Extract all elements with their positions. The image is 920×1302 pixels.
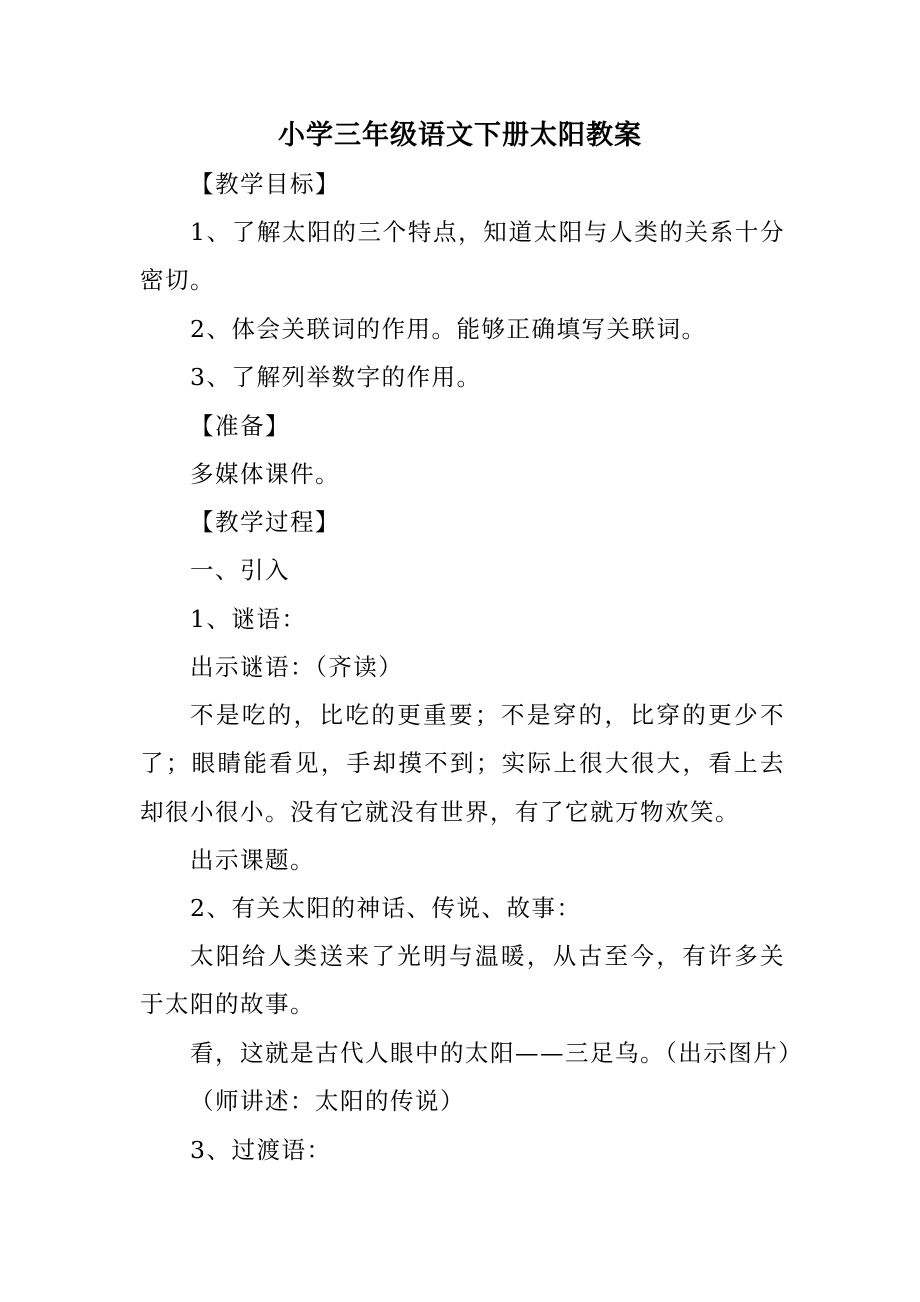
item-riddle: 1、谜语： (190, 605, 307, 633)
preparation-text: 多媒体课件。 (190, 460, 340, 488)
show-topic-text: 出示课题。 (190, 846, 315, 874)
objective-3: 3、了解列举数字的作用。 (190, 363, 482, 391)
document-title: 小学三年级语文下册太阳教案 (278, 120, 642, 151)
objective-1: 1、了解太阳的三个特点，知道太阳与人类的关系十分密切。 (140, 218, 785, 295)
riddle-instruction: 出示谜语：（齐读） (190, 653, 404, 681)
item-myths: 2、有关太阳的神话、传说、故事： (190, 894, 582, 922)
item-transition: 3、过渡语： (190, 1136, 332, 1164)
section-heading-preparation: 【准备】 (190, 412, 290, 440)
teacher-narration-text: （师讲述：太阳的传说） (190, 1087, 465, 1115)
step-heading-intro: 一、引入 (190, 556, 290, 584)
myths-paragraph: 太阳给人类送来了光明与温暖，从古至今，有许多关于太阳的故事。 (140, 942, 785, 1019)
objective-2: 2、体会关联词的作用。能够正确填写关联词。 (190, 315, 707, 343)
section-heading-objectives: 【教学目标】 (190, 170, 340, 198)
three-legged-crow-text: 看，这就是古代人眼中的太阳——三足乌。（出示图片） (190, 1039, 804, 1067)
section-heading-process: 【教学过程】 (190, 508, 340, 536)
riddle-text: 不是吃的，比吃的更重要；不是穿的，比穿的更少不了；眼睛能看见，手却摸不到；实际上很大很大，看上去却很小很小。没有它就没有世界，有了它就万物欢笑。 (140, 701, 785, 826)
